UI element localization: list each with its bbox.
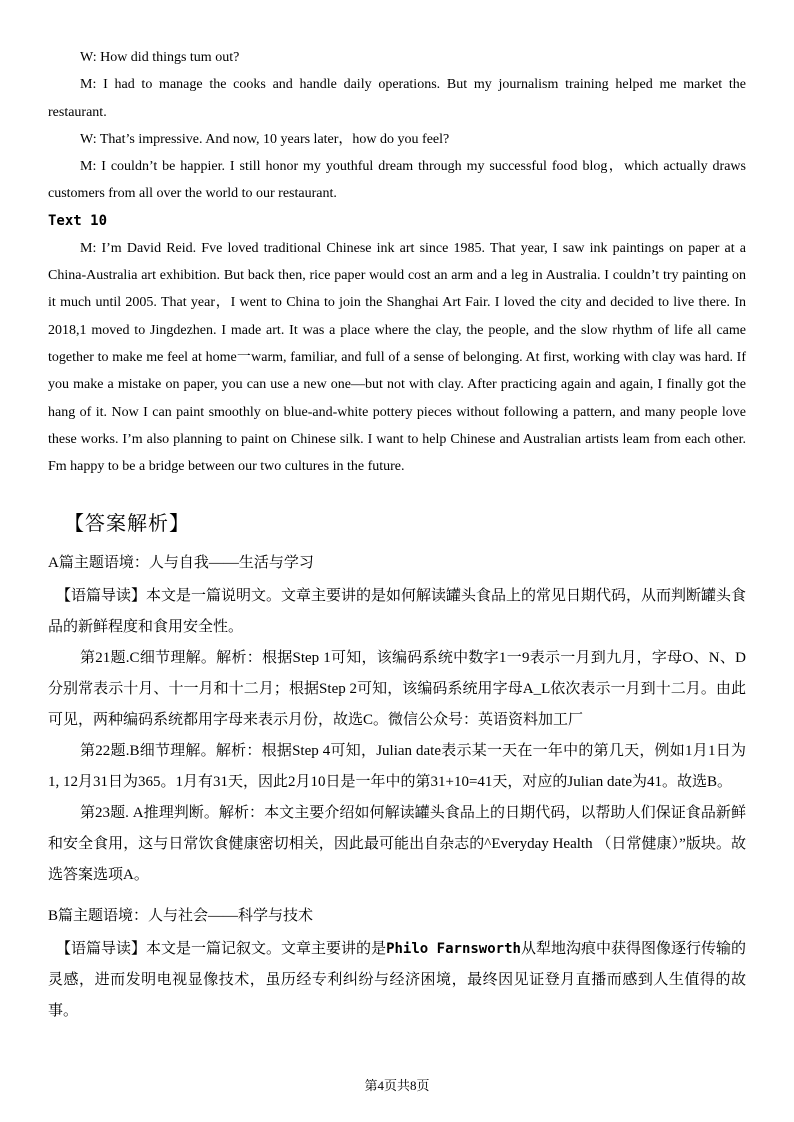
dialog-line: M: I had to manage the cooks and handle daily operations. But my journalism training helped me market the restaurant. (48, 77, 746, 120)
person-name: Philo Farnsworth (386, 941, 521, 958)
section-b-guide (48, 934, 746, 1027)
answer-heading: 【答案解析】 (64, 513, 190, 536)
document-page (48, 44, 746, 1027)
question-22-analysis: 第22题.B细节理解。解析：根据Step 4可知，Julian date表示某一天在一年中的第几天，例如1月1日为1, 12月31日为365。1月有31天，因此2月10日是一年中的第31+10=41天，对应的Julian date为41。故选B。 (48, 743, 746, 791)
question-23-analysis: 第23题. A推理判断。解析：本文主要介绍如何解读罐头食品上的日期代码，以帮助人们保证食品新鲜和安全食用，这与日常饮食健康密切相关，因此最可能出自杂志的^Everyday Health （日常健康）”版块。故选答案选项A。 (48, 805, 746, 884)
guide-prefix: 【语篇导读】本文是一篇记叙文。文章主要讲的是 (56, 941, 387, 958)
section-a-topic: A篇主题语境：人与自我——生活与学习 (48, 555, 314, 572)
question-21-analysis: 第21题.C细节理解。解析：根据Step 1可知，该编码系统中数字1一9表示一月到九月，字母O、N、D分别常表示十月、十一月和十二月；根据Step 2可知，该编码系统用字母A_L依次表示一月到十二月。由此可见，两种编码系统都用字母来表示月份，故选C。微信公众号：英语资料加工厂 (48, 650, 746, 729)
dialog-line: W: How did things tum out? (80, 50, 240, 65)
text10-body: M: I’m David Reid. Fve loved traditional Chinese ink art since 1985. That year, I saw ink paintings on paper at a China-Australia art exhibition. But back then, rice paper would cost an arm and a leg in Australia. I couldn’t try painting on it much until 2005. That year，I went to China to join the Shanghai Art Fair. I loved the city and decided to live there. In 2018,1 moved to Jingdezhen. I made art. It was a place where the clay, the people, and the slow rhythm of life all came together to make me feel at home一warm, familiar, and full of a sense of belonging. At first, working with clay was hard. If you make a mistake on paper, you can use a new one—but not with clay. After practicing again and again, I finally got the hang of it. Now I can paint smoothly on blue-and-white pottery pieces without following a pattern, and many people love these works. I’m also planning to paint on Chinese silk. I want to help Chinese and Australian artists leam from each other. Fm happy to be a bridge between our two cultures in the future. (48, 240, 746, 475)
section-b-topic: B篇主题语境：人与社会——科学与技术 (48, 908, 314, 925)
section-a-guide: 【语篇导读】本文是一篇说明文。文章主要讲的是如何解读罐头食品上的常见日期代码，从而判断罐头食品的新鲜程度和食用安全性。 (48, 588, 747, 636)
text10-title: Text 10 (48, 212, 108, 229)
guide-suffix: 从犁地沟痕中获得图像逐行传输的灵感，进而发明电视显像技术，虽历经专利纠纷与经济困境，最终因见证登月直播而感到人生值得的故事。 (48, 941, 746, 1020)
page-footer: 第4页共8页 (364, 1078, 430, 1093)
dialog-line: M: I couldn’t be happier. I still honor my youthful dream through my successful food blog，which actually draws customers from all over the world to our restaurant. (48, 159, 746, 202)
dialog-line: W: That’s impressive. And now, 10 years later，how do you feel? (80, 131, 450, 147)
